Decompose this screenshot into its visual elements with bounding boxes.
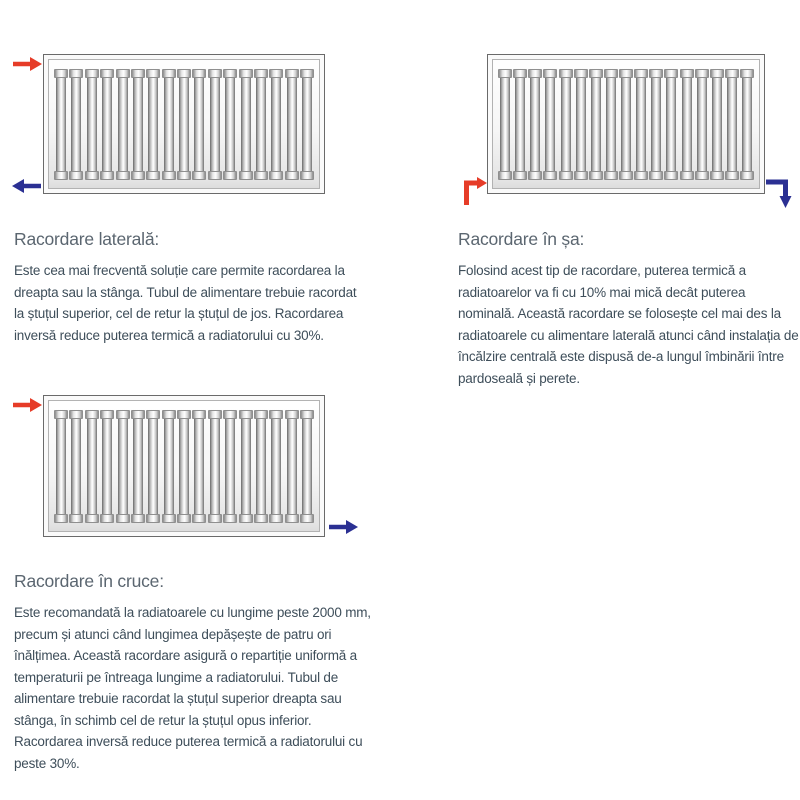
- radiator-fin: [225, 77, 235, 172]
- radiator-fin: [210, 418, 220, 515]
- radiator-fin: [118, 418, 128, 515]
- radiator-fin: [179, 77, 189, 172]
- supply-elbow-arrow-icon: [462, 175, 487, 205]
- section-racordare-laterala: [14, 229, 368, 346]
- radiator-fin: [682, 77, 692, 172]
- radiator-fin: [102, 77, 112, 172]
- radiator-fin: [500, 77, 510, 172]
- radiator-fin: [118, 77, 128, 172]
- section-heading: Racordare laterală:: [14, 229, 160, 249]
- section-body: Este cea mai frecventă soluție care permite racordarea la dreapta sau la stânga. Tubul de alimentare trebuie racordat la ștuțul superior, cel de retur la ștuțul de jos. Racordarea inversă reduce puterea termică a radiatorului cu 30%.: [14, 263, 357, 343]
- radiator-fin: [71, 77, 81, 172]
- radiator-fin: [561, 77, 571, 172]
- supply-arrow-icon: [13, 57, 42, 71]
- radiator-fin: [148, 418, 158, 515]
- radiator-fin: [56, 418, 66, 515]
- radiator-fin: [194, 418, 204, 515]
- radiator-fins: [500, 70, 752, 179]
- radiator-body: [43, 54, 325, 194]
- radiator-fin: [56, 77, 66, 172]
- radiator-body: [43, 395, 325, 537]
- radiator-fin: [621, 77, 631, 172]
- section-body: Este recomandată la radiatoarele cu lungime peste 2000 mm, precum și atunci când lungimea depășește de patru ori înălțimea. Această racordare asigură o repartiție uniformă a temperaturii pe întreaga lungime a radiatorului. Tubul de alimentare trebuie racordat la ștuțul superior dreapta sau stânga, în schimb cel de retur la ștuțul opus inferior. Racordarea inversă reduce puterea termică a radiatorului cu peste 30%.: [14, 605, 371, 771]
- radiator-fin: [241, 77, 251, 172]
- return-arrow-icon: [329, 520, 358, 534]
- section-racordare-in-cruce: [14, 571, 376, 774]
- return-arrow-icon: [12, 179, 41, 193]
- radiator-fin: [87, 77, 97, 172]
- radiator-fin: [742, 77, 752, 172]
- radiator-fin: [194, 77, 204, 172]
- radiator-fin: [712, 77, 722, 172]
- radiator-fin: [302, 77, 312, 172]
- radiator-fin: [287, 77, 297, 172]
- radiator-fin: [71, 418, 81, 515]
- radiator-fin: [164, 77, 174, 172]
- radiator-fins: [56, 411, 312, 522]
- radiator-fin: [606, 77, 616, 172]
- section-racordare-in-sa: [458, 229, 800, 389]
- return-elbow-arrow-icon: [766, 177, 797, 209]
- radiator-fin: [636, 77, 646, 172]
- section-body: Folosind acest tip de racordare, puterea termică a radiatoarelor va fi cu 10% mai mică decât puterea nominală. Această racordare se folosește cel mai des la radiatoarele cu alimentare laterală atunci când instalația de încălzire centrală este dispusă de-a lungul îmbinării între pardoseală și perete.: [458, 263, 799, 386]
- radiator-fin: [287, 418, 297, 515]
- radiator-fin: [148, 77, 158, 172]
- radiator-fin: [530, 77, 540, 172]
- radiator-fin: [591, 77, 601, 172]
- radiator-fin: [87, 418, 97, 515]
- radiator-fin: [241, 418, 251, 515]
- radiator-fin: [133, 418, 143, 515]
- radiator-fin: [133, 77, 143, 172]
- radiator-fin: [102, 418, 112, 515]
- diagram-racordare-laterala: [43, 54, 325, 194]
- radiator-fin: [179, 418, 189, 515]
- radiator-fin: [302, 418, 312, 515]
- radiator-fins: [56, 70, 312, 179]
- radiator-fin: [256, 77, 266, 172]
- radiator-fin: [210, 77, 220, 172]
- radiator-fin: [515, 77, 525, 172]
- radiator-fin: [651, 77, 661, 172]
- radiator-fin: [576, 77, 586, 172]
- section-heading: Racordare în șa:: [458, 229, 585, 249]
- radiator-fin: [697, 77, 707, 172]
- radiator-fin: [666, 77, 676, 172]
- radiator-fin: [271, 77, 281, 172]
- section-heading: Racordare în cruce:: [14, 571, 164, 591]
- radiator-fin: [225, 418, 235, 515]
- radiator-fin: [164, 418, 174, 515]
- diagram-racordare-in-sa: [487, 54, 765, 194]
- radiator-fin: [727, 77, 737, 172]
- supply-arrow-icon: [13, 398, 42, 412]
- diagram-racordare-in-cruce: [43, 395, 325, 537]
- radiator-fin: [256, 418, 266, 515]
- radiator-body: [487, 54, 765, 194]
- radiator-fin: [271, 418, 281, 515]
- radiator-fin: [545, 77, 555, 172]
